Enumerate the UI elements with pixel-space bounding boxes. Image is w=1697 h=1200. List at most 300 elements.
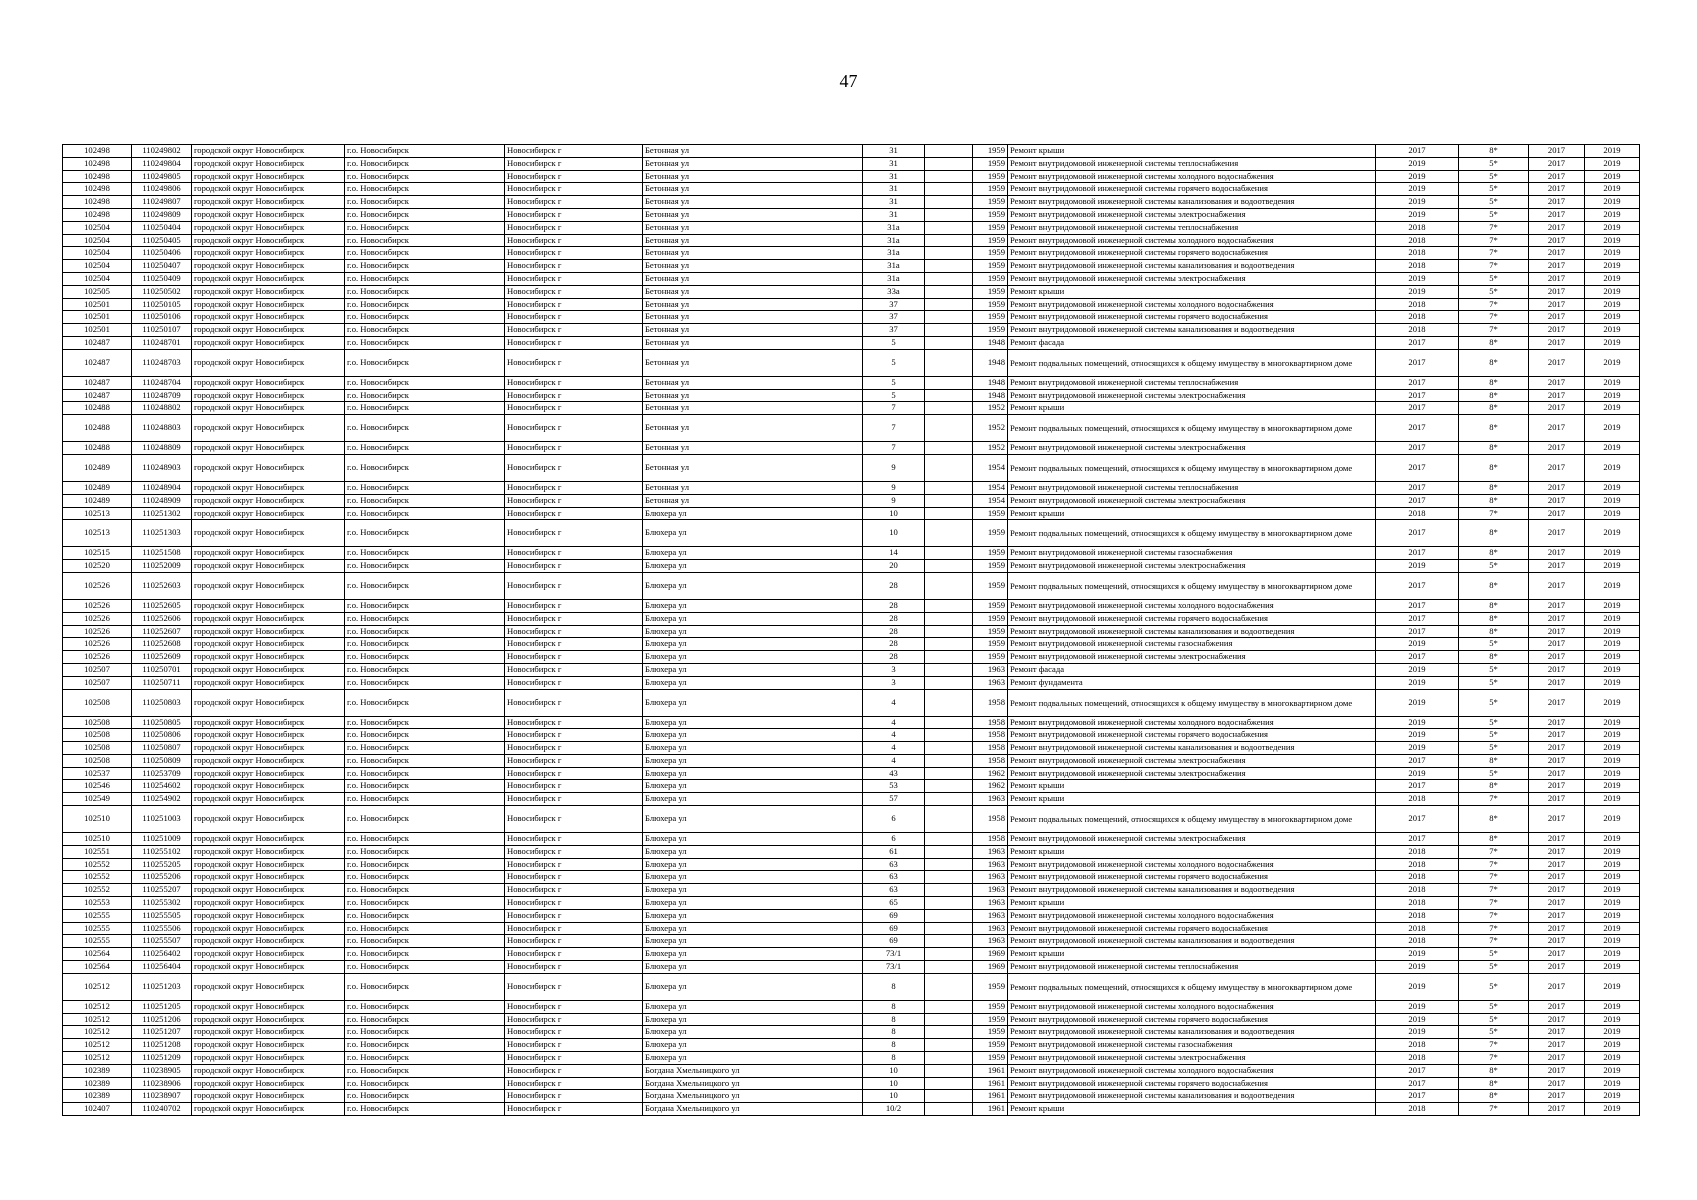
cell-street: Блюхера ул <box>643 1013 863 1026</box>
cell-work-type: Ремонт внутридомовой инженерной системы канализования и водоотведения <box>1008 935 1376 948</box>
cell-year-built: 1959 <box>973 507 1008 520</box>
cell-work-type: Ремонт крыши <box>1008 948 1376 961</box>
cell-house-id: 102537 <box>63 767 132 780</box>
cell-year-built: 1963 <box>973 845 1008 858</box>
cell-planned-year: 2017 <box>1376 481 1459 494</box>
table-row <box>63 311 1640 324</box>
cell-municipal-settlement: г.о. Новосибирск <box>345 961 505 974</box>
cell-locality: Новосибирск г <box>505 454 643 481</box>
cell-priority: 8* <box>1459 494 1529 507</box>
cell-municipal-district: городской округ Новосибирск <box>192 961 345 974</box>
cell-object-code: 110249805 <box>132 170 192 183</box>
cell-work-type: Ремонт внутридомовой инженерной системы холодного водоснабжения <box>1008 298 1376 311</box>
cell-planned-year: 2018 <box>1376 1039 1459 1052</box>
cell-municipal-settlement: г.о. Новосибирск <box>345 767 505 780</box>
cell-house-number: 5 <box>863 336 925 349</box>
cell-municipal-district: городской округ Новосибирск <box>192 1026 345 1039</box>
cell-house-id: 102389 <box>63 1077 132 1090</box>
cell-house-id: 102498 <box>63 208 132 221</box>
cell-municipal-district: городской округ Новосибирск <box>192 754 345 767</box>
cell-object-code: 110248904 <box>132 481 192 494</box>
cell-period-start: 2017 <box>1529 716 1585 729</box>
cell-planned-year: 2018 <box>1376 221 1459 234</box>
cell-building-number <box>925 1090 973 1103</box>
cell-municipal-district: городской округ Новосибирск <box>192 806 345 833</box>
cell-house-id: 102489 <box>63 481 132 494</box>
table-row <box>63 520 1640 547</box>
table-row <box>63 961 1640 974</box>
cell-municipal-settlement: г.о. Новосибирск <box>345 234 505 247</box>
cell-house-id: 102555 <box>63 922 132 935</box>
cell-period-end: 2019 <box>1585 1064 1640 1077</box>
cell-municipal-district: городской округ Новосибирск <box>192 1103 345 1116</box>
cell-street: Бетонная ул <box>643 389 863 402</box>
cell-work-type: Ремонт внутридомовой инженерной системы канализования и водоотведения <box>1008 196 1376 209</box>
cell-object-code: 110249809 <box>132 208 192 221</box>
cell-house-id: 102512 <box>63 1026 132 1039</box>
cell-street: Блюхера ул <box>643 547 863 560</box>
cell-locality: Новосибирск г <box>505 625 643 638</box>
cell-house-id: 102498 <box>63 157 132 170</box>
cell-work-type: Ремонт внутридомовой инженерной системы холодного водоснабжения <box>1008 716 1376 729</box>
cell-house-id: 102489 <box>63 494 132 507</box>
cell-period-end: 2019 <box>1585 833 1640 846</box>
cell-house-number: 63 <box>863 884 925 897</box>
cell-house-id: 102487 <box>63 376 132 389</box>
cell-municipal-settlement: г.о. Новосибирск <box>345 402 505 415</box>
cell-work-type: Ремонт фундамента <box>1008 676 1376 689</box>
cell-building-number <box>925 547 973 560</box>
cell-municipal-district: городской округ Новосибирск <box>192 845 345 858</box>
cell-house-id: 102564 <box>63 961 132 974</box>
cell-period-end: 2019 <box>1585 494 1640 507</box>
table-row <box>63 572 1640 599</box>
cell-street: Блюхера ул <box>643 676 863 689</box>
cell-locality: Новосибирск г <box>505 520 643 547</box>
cell-year-built: 1959 <box>973 1013 1008 1026</box>
cell-house-id: 102555 <box>63 935 132 948</box>
cell-priority: 7* <box>1459 1039 1529 1052</box>
cell-planned-year: 2017 <box>1376 349 1459 376</box>
cell-planned-year: 2018 <box>1376 897 1459 910</box>
cell-priority: 8* <box>1459 806 1529 833</box>
cell-municipal-settlement: г.о. Новосибирск <box>345 689 505 716</box>
cell-house-number: 10/2 <box>863 1103 925 1116</box>
cell-house-id: 102487 <box>63 349 132 376</box>
cell-municipal-district: городской округ Новосибирск <box>192 196 345 209</box>
cell-period-end: 2019 <box>1585 234 1640 247</box>
cell-priority: 8* <box>1459 651 1529 664</box>
cell-locality: Новосибирск г <box>505 285 643 298</box>
cell-municipal-district: городской округ Новосибирск <box>192 324 345 337</box>
cell-priority: 5* <box>1459 689 1529 716</box>
cell-house-id: 102555 <box>63 909 132 922</box>
cell-period-start: 2017 <box>1529 845 1585 858</box>
cell-municipal-district: городской округ Новосибирск <box>192 638 345 651</box>
cell-work-type: Ремонт внутридомовой инженерной системы холодного водоснабжения <box>1008 1064 1376 1077</box>
cell-planned-year: 2018 <box>1376 884 1459 897</box>
cell-locality: Новосибирск г <box>505 336 643 349</box>
cell-object-code: 110255507 <box>132 935 192 948</box>
cell-object-code: 110248704 <box>132 376 192 389</box>
cell-priority: 5* <box>1459 767 1529 780</box>
cell-municipal-settlement: г.о. Новосибирск <box>345 157 505 170</box>
cell-year-built: 1962 <box>973 767 1008 780</box>
cell-year-built: 1958 <box>973 742 1008 755</box>
table-row <box>63 170 1640 183</box>
cell-street: Блюхера ул <box>643 973 863 1000</box>
cell-locality: Новосибирск г <box>505 311 643 324</box>
table-row <box>63 663 1640 676</box>
cell-house-number: 31а <box>863 221 925 234</box>
cell-street: Блюхера ул <box>643 729 863 742</box>
cell-period-end: 2019 <box>1585 767 1640 780</box>
cell-year-built: 1961 <box>973 1103 1008 1116</box>
cell-object-code: 110250107 <box>132 324 192 337</box>
cell-work-type: Ремонт крыши <box>1008 845 1376 858</box>
cell-period-end: 2019 <box>1585 221 1640 234</box>
cell-locality: Новосибирск г <box>505 806 643 833</box>
table-row <box>63 376 1640 389</box>
cell-municipal-settlement: г.о. Новосибирск <box>345 780 505 793</box>
cell-priority: 5* <box>1459 663 1529 676</box>
cell-house-number: 5 <box>863 349 925 376</box>
cell-period-start: 2017 <box>1529 871 1585 884</box>
cell-house-id: 102546 <box>63 780 132 793</box>
cell-period-start: 2017 <box>1529 1103 1585 1116</box>
cell-priority: 5* <box>1459 157 1529 170</box>
cell-municipal-district: городской округ Новосибирск <box>192 833 345 846</box>
cell-period-start: 2017 <box>1529 208 1585 221</box>
cell-house-id: 102526 <box>63 599 132 612</box>
cell-house-number: 8 <box>863 973 925 1000</box>
cell-period-end: 2019 <box>1585 922 1640 935</box>
cell-period-end: 2019 <box>1585 402 1640 415</box>
cell-planned-year: 2019 <box>1376 948 1459 961</box>
cell-street: Бетонная ул <box>643 196 863 209</box>
cell-object-code: 110256404 <box>132 961 192 974</box>
cell-street: Блюхера ул <box>643 858 863 871</box>
cell-period-end: 2019 <box>1585 481 1640 494</box>
cell-municipal-settlement: г.о. Новосибирск <box>345 1077 505 1090</box>
cell-locality: Новосибирск г <box>505 897 643 910</box>
cell-period-start: 2017 <box>1529 806 1585 833</box>
cell-year-built: 1959 <box>973 157 1008 170</box>
cell-municipal-settlement: г.о. Новосибирск <box>345 651 505 664</box>
cell-municipal-settlement: г.о. Новосибирск <box>345 560 505 573</box>
cell-municipal-district: городской округ Новосибирск <box>192 415 345 442</box>
cell-building-number <box>925 1052 973 1065</box>
cell-planned-year: 2017 <box>1376 402 1459 415</box>
cell-year-built: 1962 <box>973 780 1008 793</box>
cell-house-id: 102512 <box>63 973 132 1000</box>
table-row <box>63 948 1640 961</box>
cell-planned-year: 2019 <box>1376 285 1459 298</box>
cell-street: Бетонная ул <box>643 494 863 507</box>
cell-period-start: 2017 <box>1529 663 1585 676</box>
cell-street: Блюхера ул <box>643 845 863 858</box>
cell-period-end: 2019 <box>1585 415 1640 442</box>
cell-period-end: 2019 <box>1585 729 1640 742</box>
cell-priority: 8* <box>1459 572 1529 599</box>
cell-priority: 5* <box>1459 560 1529 573</box>
cell-house-number: 28 <box>863 612 925 625</box>
cell-priority: 8* <box>1459 754 1529 767</box>
cell-building-number <box>925 599 973 612</box>
table-row <box>63 298 1640 311</box>
cell-municipal-district: городской округ Новосибирск <box>192 858 345 871</box>
cell-priority: 7* <box>1459 922 1529 935</box>
cell-house-id: 102488 <box>63 442 132 455</box>
cell-period-end: 2019 <box>1585 349 1640 376</box>
cell-street: Блюхера ул <box>643 793 863 806</box>
cell-locality: Новосибирск г <box>505 415 643 442</box>
cell-locality: Новосибирск г <box>505 909 643 922</box>
cell-year-built: 1959 <box>973 1039 1008 1052</box>
cell-priority: 8* <box>1459 1090 1529 1103</box>
cell-planned-year: 2017 <box>1376 599 1459 612</box>
cell-locality: Новосибирск г <box>505 742 643 755</box>
cell-work-type: Ремонт внутридомовой инженерной системы канализования и водоотведения <box>1008 260 1376 273</box>
cell-period-end: 2019 <box>1585 145 1640 158</box>
cell-house-id: 102504 <box>63 272 132 285</box>
table-row <box>63 494 1640 507</box>
cell-street: Блюхера ул <box>643 663 863 676</box>
cell-house-id: 102507 <box>63 676 132 689</box>
cell-work-type: Ремонт подвальных помещений, относящихся к общему имуществу в многоквартирном доме <box>1008 454 1376 481</box>
table-row <box>63 689 1640 716</box>
cell-planned-year: 2019 <box>1376 1026 1459 1039</box>
cell-year-built: 1959 <box>973 260 1008 273</box>
cell-priority: 7* <box>1459 234 1529 247</box>
cell-work-type: Ремонт крыши <box>1008 897 1376 910</box>
cell-house-id: 102504 <box>63 234 132 247</box>
cell-street: Блюхера ул <box>643 625 863 638</box>
cell-street: Блюхера ул <box>643 507 863 520</box>
cell-municipal-settlement: г.о. Новосибирск <box>345 260 505 273</box>
table-row <box>63 272 1640 285</box>
cell-building-number <box>925 638 973 651</box>
cell-planned-year: 2018 <box>1376 922 1459 935</box>
cell-municipal-settlement: г.о. Новосибирск <box>345 324 505 337</box>
cell-planned-year: 2019 <box>1376 742 1459 755</box>
cell-municipal-district: городской округ Новосибирск <box>192 221 345 234</box>
cell-street: Бетонная ул <box>643 336 863 349</box>
cell-house-id: 102520 <box>63 560 132 573</box>
cell-period-end: 2019 <box>1585 858 1640 871</box>
cell-object-code: 110248909 <box>132 494 192 507</box>
cell-house-id: 102508 <box>63 742 132 755</box>
cell-house-number: 10 <box>863 507 925 520</box>
cell-year-built: 1948 <box>973 336 1008 349</box>
cell-municipal-district: городской округ Новосибирск <box>192 507 345 520</box>
cell-period-start: 2017 <box>1529 520 1585 547</box>
cell-building-number <box>925 170 973 183</box>
cell-priority: 5* <box>1459 948 1529 961</box>
cell-house-number: 7 <box>863 402 925 415</box>
cell-building-number <box>925 780 973 793</box>
cell-house-id: 102513 <box>63 507 132 520</box>
cell-year-built: 1963 <box>973 935 1008 948</box>
cell-house-number: 57 <box>863 793 925 806</box>
cell-house-number: 6 <box>863 806 925 833</box>
cell-locality: Новосибирск г <box>505 754 643 767</box>
table-body <box>63 145 1640 1116</box>
cell-period-start: 2017 <box>1529 638 1585 651</box>
cell-work-type: Ремонт внутридомовой инженерной системы электроснабжения <box>1008 208 1376 221</box>
cell-municipal-settlement: г.о. Новосибирск <box>345 897 505 910</box>
cell-planned-year: 2017 <box>1376 442 1459 455</box>
cell-locality: Новосибирск г <box>505 716 643 729</box>
cell-work-type: Ремонт крыши <box>1008 402 1376 415</box>
cell-period-start: 2017 <box>1529 754 1585 767</box>
cell-municipal-settlement: г.о. Новосибирск <box>345 1052 505 1065</box>
cell-period-start: 2017 <box>1529 1000 1585 1013</box>
cell-municipal-district: городской округ Новосибирск <box>192 494 345 507</box>
table-row <box>63 260 1640 273</box>
cell-municipal-settlement: г.о. Новосибирск <box>345 285 505 298</box>
cell-planned-year: 2019 <box>1376 183 1459 196</box>
cell-period-start: 2017 <box>1529 612 1585 625</box>
cell-building-number <box>925 897 973 910</box>
cell-house-number: 8 <box>863 1013 925 1026</box>
cell-planned-year: 2017 <box>1376 780 1459 793</box>
cell-municipal-settlement: г.о. Новосибирск <box>345 298 505 311</box>
cell-house-number: 9 <box>863 454 925 481</box>
cell-priority: 7* <box>1459 247 1529 260</box>
cell-year-built: 1959 <box>973 520 1008 547</box>
cell-municipal-settlement: г.о. Новосибирск <box>345 170 505 183</box>
cell-house-id: 102504 <box>63 260 132 273</box>
cell-work-type: Ремонт фасада <box>1008 336 1376 349</box>
cell-period-end: 2019 <box>1585 742 1640 755</box>
cell-house-number: 14 <box>863 547 925 560</box>
cell-house-number: 28 <box>863 651 925 664</box>
cell-house-id: 102389 <box>63 1090 132 1103</box>
cell-work-type: Ремонт внутридомовой инженерной системы электроснабжения <box>1008 442 1376 455</box>
cell-building-number <box>925 1013 973 1026</box>
cell-work-type: Ремонт внутридомовой инженерной системы холодного водоснабжения <box>1008 170 1376 183</box>
cell-municipal-settlement: г.о. Новосибирск <box>345 376 505 389</box>
cell-planned-year: 2017 <box>1376 454 1459 481</box>
cell-period-end: 2019 <box>1585 897 1640 910</box>
cell-planned-year: 2019 <box>1376 961 1459 974</box>
cell-period-start: 2017 <box>1529 376 1585 389</box>
cell-period-start: 2017 <box>1529 948 1585 961</box>
cell-municipal-settlement: г.о. Новосибирск <box>345 507 505 520</box>
cell-municipal-settlement: г.о. Новосибирск <box>345 272 505 285</box>
cell-year-built: 1963 <box>973 676 1008 689</box>
cell-house-number: 4 <box>863 716 925 729</box>
table-row <box>63 599 1640 612</box>
cell-house-number: 6 <box>863 833 925 846</box>
cell-period-start: 2017 <box>1529 336 1585 349</box>
cell-street: Блюхера ул <box>643 948 863 961</box>
cell-priority: 8* <box>1459 442 1529 455</box>
cell-period-end: 2019 <box>1585 1013 1640 1026</box>
cell-locality: Новосибирск г <box>505 922 643 935</box>
cell-municipal-district: городской округ Новосибирск <box>192 402 345 415</box>
cell-building-number <box>925 729 973 742</box>
cell-house-number: 4 <box>863 742 925 755</box>
cell-municipal-district: городской округ Новосибирск <box>192 599 345 612</box>
cell-municipal-district: городской округ Новосибирск <box>192 651 345 664</box>
cell-locality: Новосибирск г <box>505 349 643 376</box>
cell-year-built: 1958 <box>973 729 1008 742</box>
cell-year-built: 1959 <box>973 234 1008 247</box>
cell-municipal-district: городской округ Новосибирск <box>192 884 345 897</box>
cell-period-start: 2017 <box>1529 324 1585 337</box>
cell-municipal-district: городской округ Новосибирск <box>192 349 345 376</box>
cell-house-number: 31а <box>863 247 925 260</box>
table-row <box>63 1090 1640 1103</box>
cell-period-start: 2017 <box>1529 922 1585 935</box>
cell-period-start: 2017 <box>1529 833 1585 846</box>
cell-period-start: 2017 <box>1529 260 1585 273</box>
cell-object-code: 110256402 <box>132 948 192 961</box>
cell-year-built: 1959 <box>973 208 1008 221</box>
cell-priority: 8* <box>1459 1064 1529 1077</box>
cell-municipal-settlement: г.о. Новосибирск <box>345 1013 505 1026</box>
cell-locality: Новосибирск г <box>505 247 643 260</box>
cell-municipal-settlement: г.о. Новосибирск <box>345 221 505 234</box>
cell-house-id: 102488 <box>63 402 132 415</box>
cell-work-type: Ремонт внутридомовой инженерной системы теплоснабжения <box>1008 157 1376 170</box>
cell-locality: Новосибирск г <box>505 183 643 196</box>
cell-work-type: Ремонт внутридомовой инженерной системы горячего водоснабжения <box>1008 183 1376 196</box>
cell-object-code: 110251205 <box>132 1000 192 1013</box>
cell-period-start: 2017 <box>1529 442 1585 455</box>
cell-street: Блюхера ул <box>643 767 863 780</box>
cell-municipal-settlement: г.о. Новосибирск <box>345 638 505 651</box>
cell-work-type: Ремонт внутридомовой инженерной системы канализования и водоотведения <box>1008 1090 1376 1103</box>
cell-municipal-settlement: г.о. Новосибирск <box>345 884 505 897</box>
cell-locality: Новосибирск г <box>505 676 643 689</box>
cell-house-number: 69 <box>863 935 925 948</box>
cell-object-code: 110250105 <box>132 298 192 311</box>
cell-priority: 8* <box>1459 599 1529 612</box>
cell-object-code: 110250409 <box>132 272 192 285</box>
cell-municipal-district: городской округ Новосибирск <box>192 208 345 221</box>
cell-object-code: 110240702 <box>132 1103 192 1116</box>
cell-priority: 8* <box>1459 415 1529 442</box>
cell-work-type: Ремонт внутридомовой инженерной системы электроснабжения <box>1008 560 1376 573</box>
cell-year-built: 1958 <box>973 716 1008 729</box>
cell-period-start: 2017 <box>1529 973 1585 1000</box>
cell-building-number <box>925 663 973 676</box>
cell-municipal-district: городской округ Новосибирск <box>192 676 345 689</box>
cell-municipal-settlement: г.о. Новосибирск <box>345 935 505 948</box>
cell-house-number: 31 <box>863 170 925 183</box>
cell-street: Блюхера ул <box>643 612 863 625</box>
cell-period-end: 2019 <box>1585 961 1640 974</box>
cell-object-code: 110255302 <box>132 897 192 910</box>
cell-object-code: 110250406 <box>132 247 192 260</box>
cell-house-number: 10 <box>863 1090 925 1103</box>
cell-planned-year: 2018 <box>1376 260 1459 273</box>
cell-object-code: 110255506 <box>132 922 192 935</box>
cell-planned-year: 2017 <box>1376 612 1459 625</box>
cell-building-number <box>925 676 973 689</box>
cell-house-id: 102501 <box>63 311 132 324</box>
cell-municipal-settlement: г.о. Новосибирск <box>345 948 505 961</box>
cell-period-start: 2017 <box>1529 909 1585 922</box>
cell-period-start: 2017 <box>1529 651 1585 664</box>
cell-work-type: Ремонт внутридомовой инженерной системы канализования и водоотведения <box>1008 625 1376 638</box>
table-row <box>63 1103 1640 1116</box>
table-row <box>63 625 1640 638</box>
cell-house-number: 31а <box>863 260 925 273</box>
